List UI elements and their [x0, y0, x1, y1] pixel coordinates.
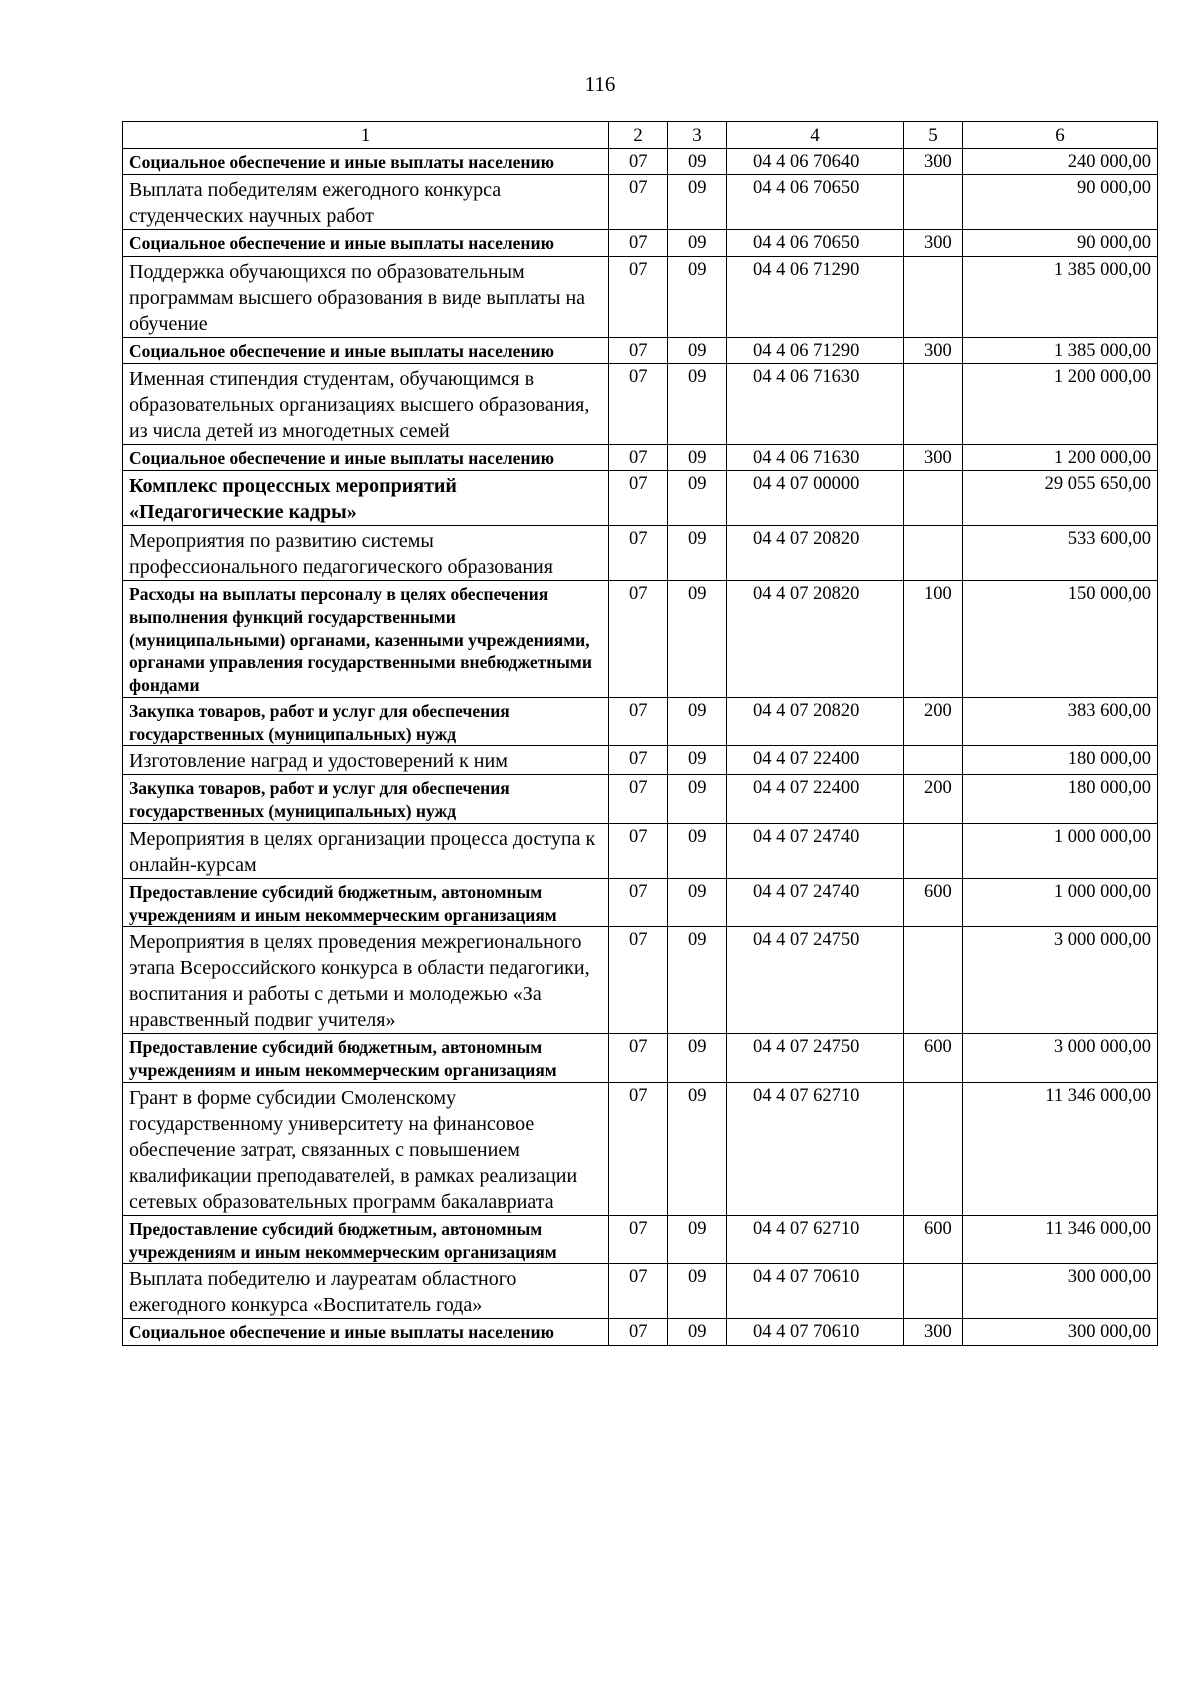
table-row [123, 581, 1158, 698]
target-article-code-cell: 04 4 07 24740 [727, 823, 904, 878]
section-code-cell: 07 [609, 581, 668, 698]
target-article-code-cell: 04 4 07 70610 [727, 1319, 904, 1345]
table-row [123, 363, 1158, 444]
table-row [123, 230, 1158, 256]
subsection-code-cell: 09 [668, 256, 727, 337]
expense-name-cell: Социальное обеспечение и иные выплаты населению [123, 148, 609, 174]
table-row [123, 775, 1158, 824]
subsection-code-cell: 09 [668, 230, 727, 256]
budget-table-body [123, 122, 1158, 1346]
subsection-code-cell: 09 [668, 337, 727, 363]
table-row [123, 526, 1158, 581]
target-article-code-cell: 04 4 06 71630 [727, 363, 904, 444]
expense-name-cell: Предоставление субсидий бюджетным, автономным учреждениям и иным некоммерческим организациям [123, 878, 609, 927]
expense-type-code-cell: 600 [904, 1034, 963, 1083]
target-article-code-cell: 04 4 06 70650 [727, 230, 904, 256]
expense-type-code-cell [904, 471, 963, 526]
budget-table [122, 121, 1158, 1346]
expense-name-cell: Выплата победителю и лауреатам областного ежегодного конкурса «Воспитатель года» [123, 1264, 609, 1319]
subsection-code-cell: 09 [668, 1082, 727, 1215]
column-header-6: 6 [963, 122, 1158, 149]
amount-cell: 1 200 000,00 [963, 444, 1158, 470]
expense-name-cell: Выплата победителям ежегодного конкурса студенческих научных работ [123, 175, 609, 230]
amount-cell: 180 000,00 [963, 746, 1158, 775]
target-article-code-cell: 04 4 06 71630 [727, 444, 904, 470]
table-row [123, 444, 1158, 470]
expense-name-cell: Грант в форме субсидии Смоленскому государственному университету на финансовое обеспечение затрат, связанных с повышением квалификации преподавателей, в рамках реализации сетевых образовательных программ бакалавриата [123, 1082, 609, 1215]
expense-type-code-cell [904, 175, 963, 230]
column-header-4: 4 [727, 122, 904, 149]
table-row [123, 697, 1158, 746]
table-row [123, 927, 1158, 1034]
section-code-cell: 07 [609, 1034, 668, 1083]
section-code-cell: 07 [609, 1264, 668, 1319]
table-row [123, 337, 1158, 363]
table-row [123, 148, 1158, 174]
subsection-code-cell: 09 [668, 697, 727, 746]
target-article-code-cell: 04 4 07 70610 [727, 1264, 904, 1319]
table-row [123, 823, 1158, 878]
subsection-code-cell: 09 [668, 775, 727, 824]
amount-cell: 3 000 000,00 [963, 1034, 1158, 1083]
section-code-cell: 07 [609, 775, 668, 824]
section-code-cell: 07 [609, 526, 668, 581]
expense-name-cell: Предоставление субсидий бюджетным, автономным учреждениям и иным некоммерческим организациям [123, 1215, 609, 1264]
target-article-code-cell: 04 4 07 22400 [727, 775, 904, 824]
target-article-code-cell: 04 4 07 20820 [727, 581, 904, 698]
amount-cell: 383 600,00 [963, 697, 1158, 746]
section-code-cell: 07 [609, 823, 668, 878]
subsection-code-cell: 09 [668, 581, 727, 698]
target-article-code-cell: 04 4 06 70650 [727, 175, 904, 230]
section-code-cell: 07 [609, 878, 668, 927]
table-row [123, 746, 1158, 775]
expense-type-code-cell: 300 [904, 230, 963, 256]
target-article-code-cell: 04 4 07 24740 [727, 878, 904, 927]
section-code-cell: 07 [609, 746, 668, 775]
target-article-code-cell: 04 4 07 20820 [727, 526, 904, 581]
subsection-code-cell: 09 [668, 746, 727, 775]
subsection-code-cell: 09 [668, 1319, 727, 1345]
expense-type-code-cell: 300 [904, 1319, 963, 1345]
expense-name-cell: Социальное обеспечение и иные выплаты населению [123, 230, 609, 256]
subsection-code-cell: 09 [668, 444, 727, 470]
section-code-cell: 07 [609, 363, 668, 444]
expense-name-cell: Комплекс процессных мероприятий «Педагогические кадры» [123, 471, 609, 526]
expense-name-cell: Именная стипендия студентам, обучающимся в образовательных организациях высшего образования, из числа детей из многодетных семей [123, 363, 609, 444]
expense-type-code-cell [904, 526, 963, 581]
section-code-cell: 07 [609, 256, 668, 337]
expense-type-code-cell [904, 927, 963, 1034]
expense-name-cell: Мероприятия в целях организации процесса доступа к онлайн-курсам [123, 823, 609, 878]
section-code-cell: 07 [609, 1319, 668, 1345]
table-row [123, 1264, 1158, 1319]
expense-name-cell: Закупка товаров, работ и услуг для обеспечения государственных (муниципальных) нужд [123, 697, 609, 746]
amount-cell: 3 000 000,00 [963, 927, 1158, 1034]
expense-type-code-cell [904, 1264, 963, 1319]
expense-type-code-cell [904, 256, 963, 337]
expense-name-cell: Социальное обеспечение и иные выплаты населению [123, 1319, 609, 1345]
target-article-code-cell: 04 4 06 71290 [727, 256, 904, 337]
amount-cell: 300 000,00 [963, 1264, 1158, 1319]
expense-type-code-cell [904, 746, 963, 775]
subsection-code-cell: 09 [668, 175, 727, 230]
section-code-cell: 07 [609, 175, 668, 230]
amount-cell: 240 000,00 [963, 148, 1158, 174]
amount-cell: 11 346 000,00 [963, 1082, 1158, 1215]
section-code-cell: 07 [609, 444, 668, 470]
amount-cell: 1 000 000,00 [963, 823, 1158, 878]
expense-name-cell: Предоставление субсидий бюджетным, автономным учреждениям и иным некоммерческим организациям [123, 1034, 609, 1083]
column-header-5: 5 [904, 122, 963, 149]
table-row [123, 878, 1158, 927]
table-row [123, 1034, 1158, 1083]
target-article-code-cell: 04 4 07 62710 [727, 1082, 904, 1215]
table-row [123, 256, 1158, 337]
column-header-1: 1 [123, 122, 609, 149]
column-header-2: 2 [609, 122, 668, 149]
amount-cell: 1 200 000,00 [963, 363, 1158, 444]
amount-cell: 90 000,00 [963, 230, 1158, 256]
section-code-cell: 07 [609, 148, 668, 174]
subsection-code-cell: 09 [668, 526, 727, 581]
subsection-code-cell: 09 [668, 1215, 727, 1264]
section-code-cell: 07 [609, 927, 668, 1034]
amount-cell: 150 000,00 [963, 581, 1158, 698]
expense-type-code-cell: 200 [904, 775, 963, 824]
expense-name-cell: Социальное обеспечение и иные выплаты населению [123, 337, 609, 363]
subsection-code-cell: 09 [668, 878, 727, 927]
subsection-code-cell: 09 [668, 1264, 727, 1319]
table-row [123, 175, 1158, 230]
table-row [123, 1082, 1158, 1215]
table-row [123, 1215, 1158, 1264]
target-article-code-cell: 04 4 07 00000 [727, 471, 904, 526]
table-row [123, 471, 1158, 526]
expense-name-cell: Поддержка обучающихся по образовательным программам высшего образования в виде выплаты на обучение [123, 256, 609, 337]
expense-type-code-cell [904, 1082, 963, 1215]
section-code-cell: 07 [609, 337, 668, 363]
expense-type-code-cell [904, 823, 963, 878]
section-code-cell: 07 [609, 1215, 668, 1264]
expense-type-code-cell: 600 [904, 878, 963, 927]
amount-cell: 1 385 000,00 [963, 256, 1158, 337]
expense-type-code-cell: 100 [904, 581, 963, 698]
section-code-cell: 07 [609, 471, 668, 526]
expense-type-code-cell: 200 [904, 697, 963, 746]
subsection-code-cell: 09 [668, 823, 727, 878]
page-number: 116 [584, 72, 616, 96]
amount-cell: 29 055 650,00 [963, 471, 1158, 526]
amount-cell: 180 000,00 [963, 775, 1158, 824]
expense-name-cell: Социальное обеспечение и иные выплаты населению [123, 444, 609, 470]
amount-cell: 90 000,00 [963, 175, 1158, 230]
amount-cell: 1 000 000,00 [963, 878, 1158, 927]
target-article-code-cell: 04 4 06 70640 [727, 148, 904, 174]
column-header-3: 3 [668, 122, 727, 149]
amount-cell: 1 385 000,00 [963, 337, 1158, 363]
target-article-code-cell: 04 4 07 24750 [727, 1034, 904, 1083]
subsection-code-cell: 09 [668, 148, 727, 174]
expense-type-code-cell: 300 [904, 337, 963, 363]
expense-type-code-cell: 300 [904, 444, 963, 470]
expense-type-code-cell: 600 [904, 1215, 963, 1264]
target-article-code-cell: 04 4 07 24750 [727, 927, 904, 1034]
subsection-code-cell: 09 [668, 471, 727, 526]
expense-name-cell: Мероприятия по развитию системы профессионального педагогического образования [123, 526, 609, 581]
section-code-cell: 07 [609, 697, 668, 746]
amount-cell: 533 600,00 [963, 526, 1158, 581]
expense-name-cell: Мероприятия в целях проведения межрегионального этапа Всероссийского конкурса в области педагогики, воспитания и работы с детьми и молодежью «За нравственный подвиг учителя» [123, 927, 609, 1034]
subsection-code-cell: 09 [668, 927, 727, 1034]
section-code-cell: 07 [609, 1082, 668, 1215]
expense-name-cell: Закупка товаров, работ и услуг для обеспечения государственных (муниципальных) нужд [123, 775, 609, 824]
expense-type-code-cell: 300 [904, 148, 963, 174]
target-article-code-cell: 04 4 06 71290 [727, 337, 904, 363]
table-row [123, 1319, 1158, 1345]
section-code-cell: 07 [609, 230, 668, 256]
target-article-code-cell: 04 4 07 22400 [727, 746, 904, 775]
amount-cell: 300 000,00 [963, 1319, 1158, 1345]
amount-cell: 11 346 000,00 [963, 1215, 1158, 1264]
target-article-code-cell: 04 4 07 62710 [727, 1215, 904, 1264]
expense-name-cell: Изготовление наград и удостоверений к ним [123, 746, 609, 775]
expense-type-code-cell [904, 363, 963, 444]
table-header-row [123, 122, 1158, 149]
subsection-code-cell: 09 [668, 1034, 727, 1083]
target-article-code-cell: 04 4 07 20820 [727, 697, 904, 746]
subsection-code-cell: 09 [668, 363, 727, 444]
expense-name-cell: Расходы на выплаты персоналу в целях обеспечения выполнения функций государственными (муниципальными) органами, казенными учреждениями, органами управления государственными внебюджетными фондами [123, 581, 609, 698]
